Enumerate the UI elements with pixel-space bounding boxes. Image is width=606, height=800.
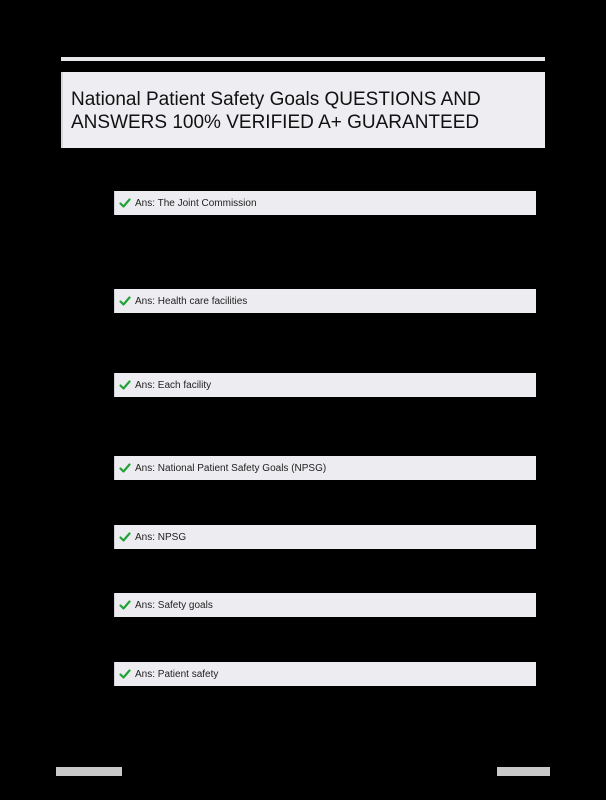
footer-page-mark [497, 767, 550, 776]
checkmark-icon [119, 379, 131, 391]
top-divider [61, 57, 545, 61]
answer-text: Ans: NPSG [135, 531, 187, 543]
answer-text: Ans: National Patient Safety Goals (NPSG) [135, 462, 327, 474]
answer-row [114, 456, 536, 480]
answer-text: Ans: The Joint Commission [135, 197, 257, 209]
answer-row [114, 525, 536, 549]
answer-row [114, 289, 536, 313]
checkmark-icon [119, 668, 131, 680]
checkmark-icon [119, 462, 131, 474]
answer-row [114, 191, 536, 215]
answer-row [114, 662, 536, 686]
answer-text: Ans: Each facility [135, 379, 212, 391]
answer-text: Ans: Safety goals [135, 599, 213, 611]
answer-text: Ans: Patient safety [135, 668, 219, 680]
checkmark-icon [119, 531, 131, 543]
checkmark-icon [119, 295, 131, 307]
document-title: National Patient Safety Goals QUESTIONS AND ANSWERS 100% VERIFIED A+ GUARANTEED [71, 89, 481, 133]
answer-row [114, 593, 536, 617]
checkmark-icon [119, 599, 131, 611]
answer-row [114, 373, 536, 397]
footer-site-mark [56, 767, 122, 776]
checkmark-icon [119, 197, 131, 209]
title-banner [61, 72, 545, 148]
answer-text: Ans: Health care facilities [135, 295, 248, 307]
